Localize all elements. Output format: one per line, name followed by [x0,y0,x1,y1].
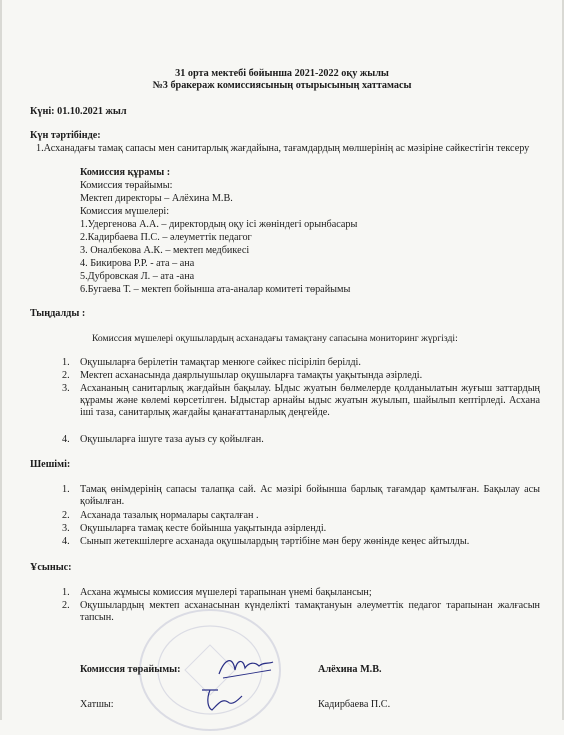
commission-chair-label: Комиссия төрайымы: [80,180,173,191]
proposal-item: Оқушылардың мектеп асханасынан күнделікті тамақтануын әлеуметтік педагог тарапынан жалғасын тапсын. [80,600,540,623]
decision-item: Асханада тазалық нормалары сақталған . [80,510,259,521]
commission-member: 6.Бугаева Т. – мектеп бойынша ата-аналар комитеті төрайымы [80,284,351,295]
list-number: 3. [62,383,70,394]
list-number: 1. [62,587,70,598]
signature-chair-name: Алёхина М.В. [318,664,382,675]
agenda-item: 1.Асханадағы тамақ сапасы мен санитарлық жағдайына, тағамдардың мөлшерінің ас мәзіріне сәйкестігін тексеру [36,143,530,154]
list-number: 2. [62,510,70,521]
heard-item: Мектеп асханасында даярлыушылар оқушыларға тамақты уақытында әзірледі. [80,370,423,381]
decision-item: Тамақ өнімдерінің сапасы талапқа сай. Ас мәзірі бойынша барлық тағамдар қамтылған. Бақылау асы қойылған. [80,484,540,507]
list-number: 3. [62,523,70,534]
signature-secretary-label: Хатшы: [80,699,114,710]
signature-secretary-name: Кадирбаева П.С. [318,699,391,710]
protocol-title-line1: 31 орта мектебі бойынша 2021-2022 оқу жылы [175,68,389,79]
scan-edge-left [0,0,2,720]
list-number: 2. [62,370,70,381]
decision-heading: Шешімі: [30,459,71,470]
heard-item: Оқушыларға ішуге таза ауыз су қойылған. [80,434,264,445]
list-number: 1. [62,357,70,368]
list-number: 1. [62,484,70,495]
list-number: 2. [62,600,70,611]
list-number: 4. [62,434,70,445]
chair-signature [215,652,277,682]
commission-member: 5.Дубровская Л. – ата -ана [80,271,195,282]
heard-item: Асхананың санитарлық жағдайын бақылау. Ыдыс жуатын бөлмелерде қолданылатын жуғыш заттардың құрамы және көлемі көрсетілген. Ыдыстар арнайы ыдыс жуатын жуылып, шайылып кептірледі. Асхана іші таза, санитарлық жағдайы қанағаттанарлық деңгейде. [80,383,540,418]
commission-member: 1.Удергенова А.А. – директордың оқу ісі жөніндегі орынбасары [80,219,358,230]
proposal-item: Асхана жұмысы комиссия мүшелері тарапынан үнемі бақылансын; [80,587,372,598]
list-number: 4. [62,536,70,547]
commission-heading: Комиссия құрамы : [80,167,171,178]
heard-heading: Тыңдалды : [30,308,86,319]
secretary-signature [198,684,246,714]
commission-member: 2.Кадирбаева П.С. – әлеуметтік педагог [80,232,252,243]
commission-member: 4. Бикирова Р.Р. - ата – ана [80,258,195,269]
protocol-title-line2: №3 бракераж комиссиясының отырысының хаттамасы [152,80,412,91]
commission-members-label: Комиссия мүшелері: [80,206,170,217]
heard-item: Оқушыларға берілетін тамақтар менюге сәйкес пісіріліп берілді. [80,357,361,368]
decision-item: Оқушыларға тамақ кесте бойынша уақытында әзірленді. [80,523,327,534]
commission-chair: Мектеп директоры – Алёхина М.В. [80,193,233,204]
agenda-heading: Күн тәртібінде: [30,130,101,141]
decision-item: Сынып жетекшілерге асханада оқушылардың тәртібіне мән беру жөнінде кеңес айтылды. [80,536,470,547]
heard-intro: Комиссия мүшелері оқушылардың асханадағы тамақтану сапасына мониторинг жүргізді: [92,333,458,344]
proposal-heading: Ұсыныс: [30,562,72,573]
commission-member: 3. Оналбекова А.К. – мектеп медбикесі [80,245,250,256]
protocol-date: Күні: 01.10.2021 жыл [30,106,127,117]
signature-chair-label: Комиссия төрайымы: [80,664,181,675]
